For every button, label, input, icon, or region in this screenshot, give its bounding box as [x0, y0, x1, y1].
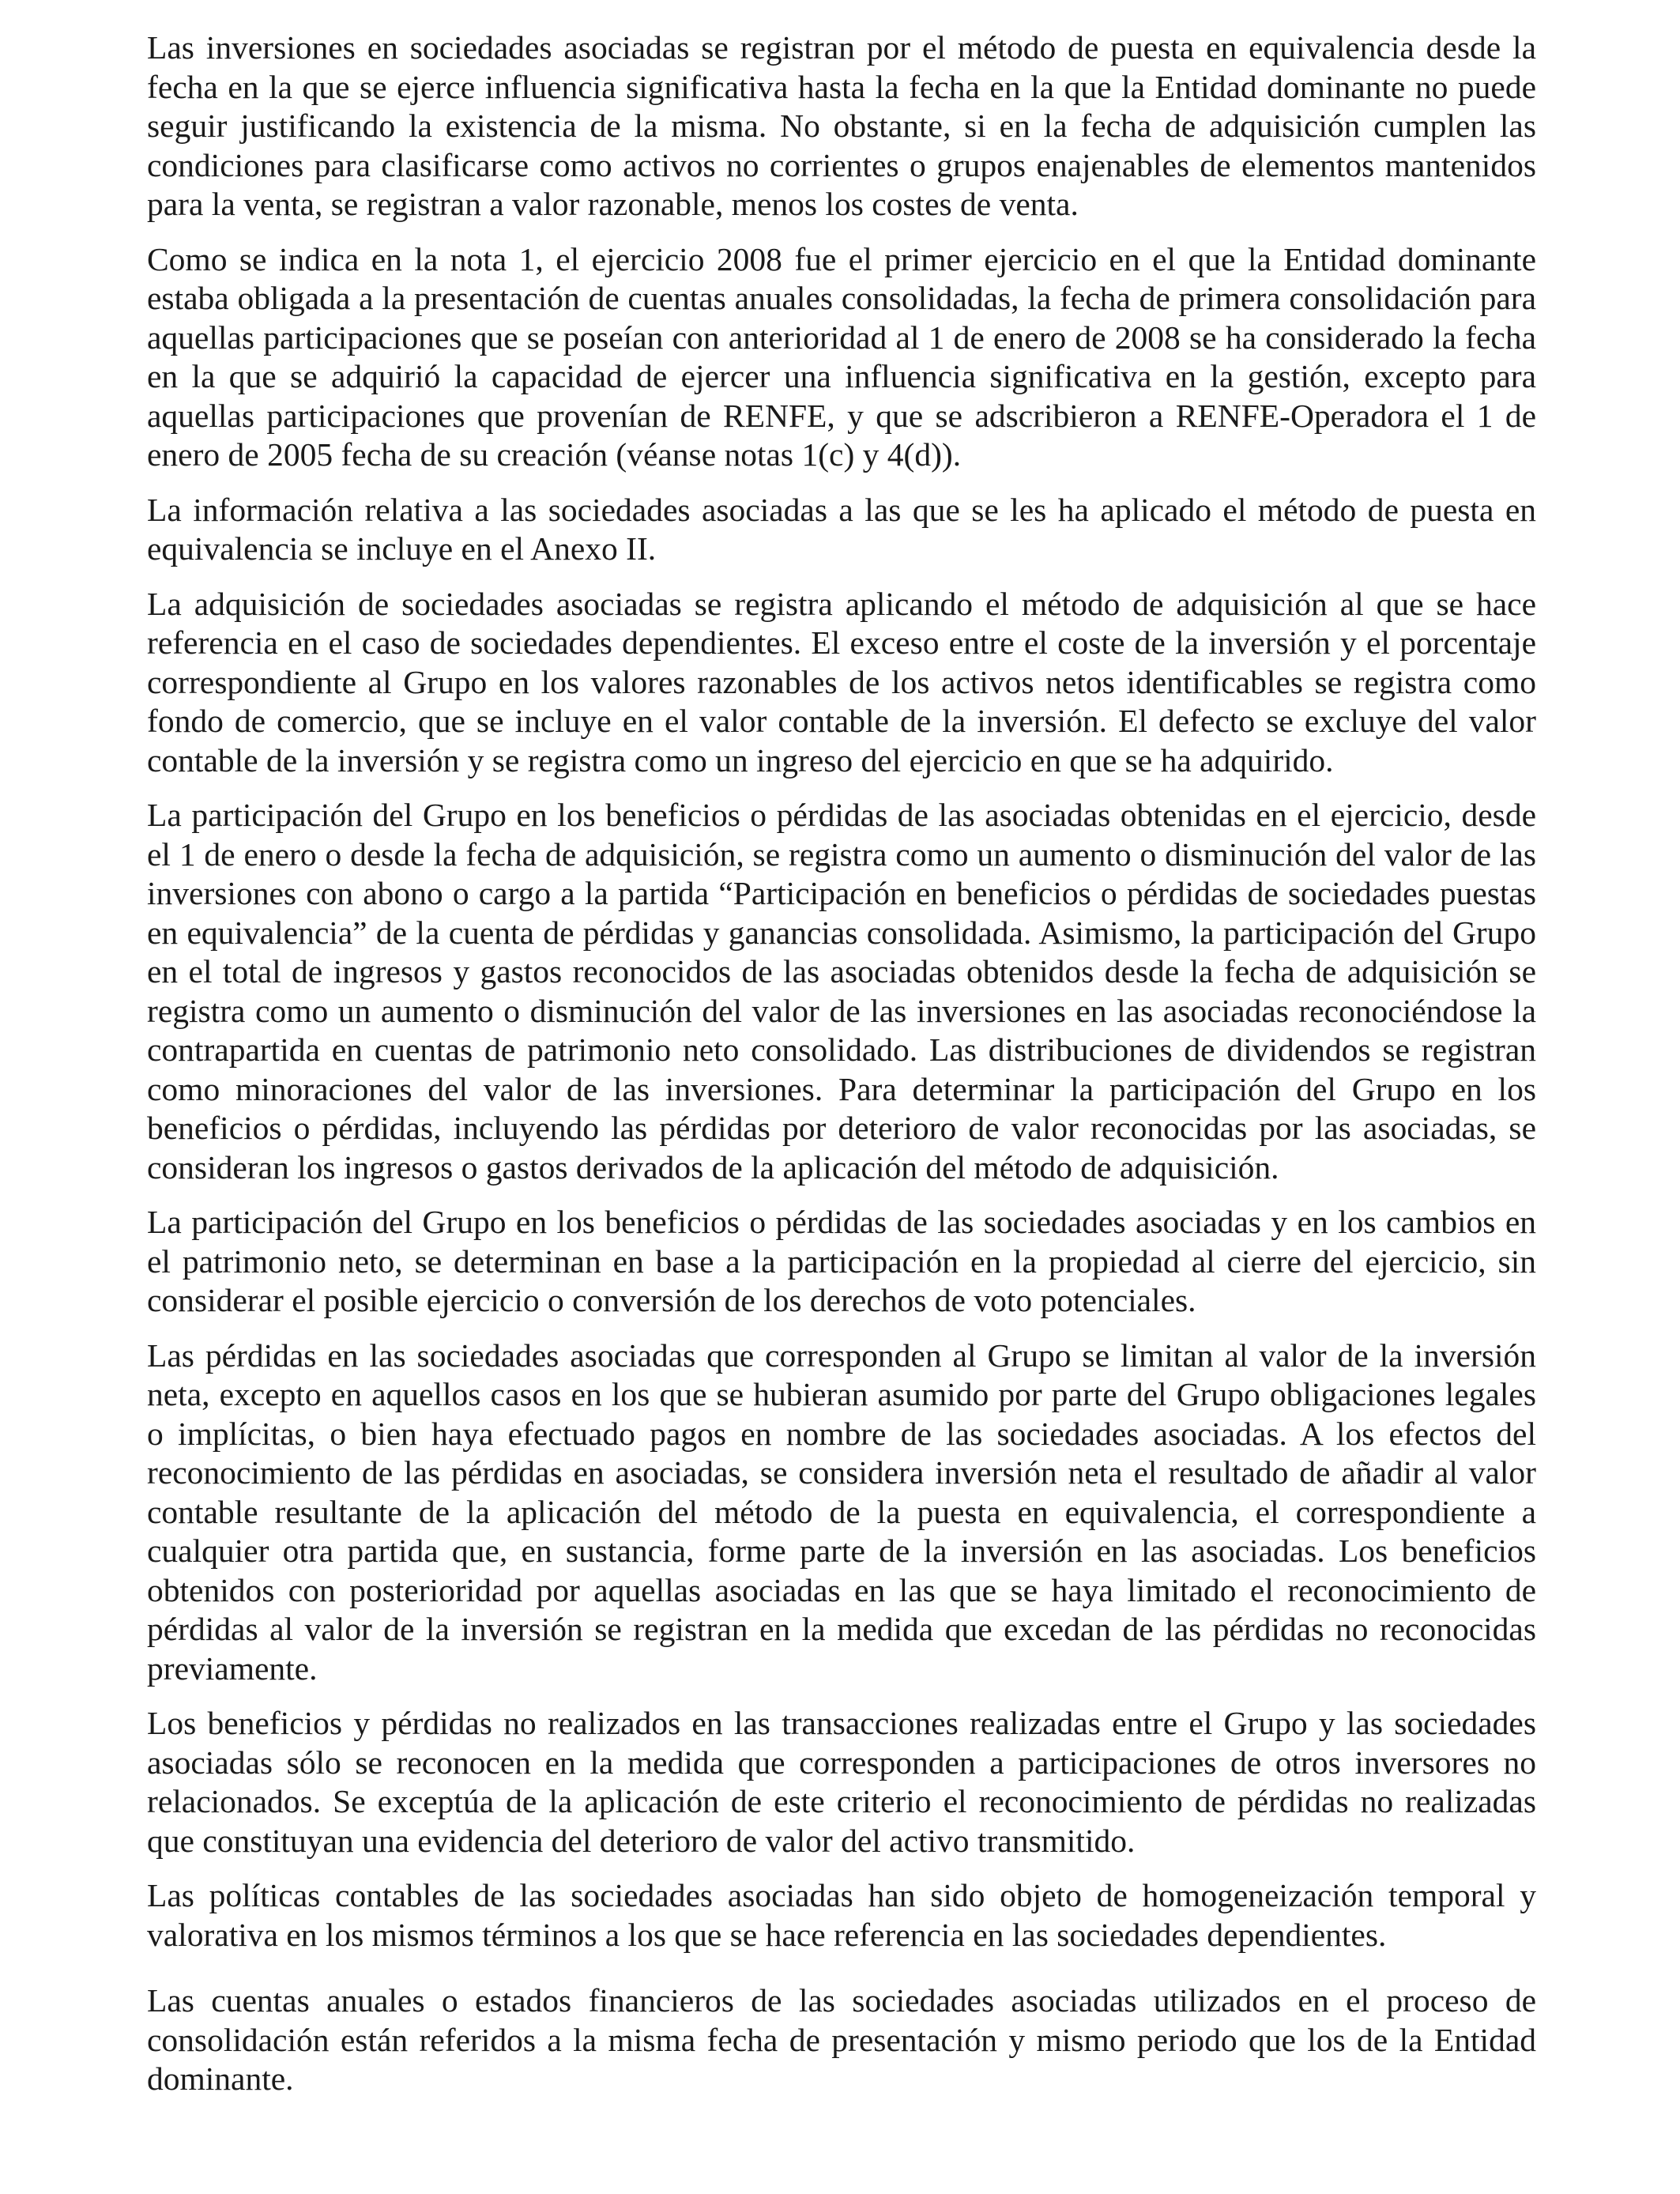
paragraph-4: La adquisición de sociedades asociadas se registra aplicando el método de adquisición al que se hace referencia en el caso de sociedades dependientes. El exceso entre el coste de la inversión y el porcentaje correspondiente al Grupo en los valores razonables de los activos netos identificables se registra como fondo de comercio, que se incluye en el valor contable de la inversión. El defecto se excluye del valor contable de la inversión y se registra como un ingreso del ejercicio en que se ha adquirido. — [147, 585, 1536, 778]
paragraph-5: La participación del Grupo en los beneficios o pérdidas de las asociadas obtenidas en el ejercicio, desde el 1 de enero o desde la fecha de adquisición, se registra como un aumento o disminución del valor de las inversiones con abono o cargo a la partida “Participación en beneficios o pérdidas de sociedades puestas en equivalencia” de la cuenta de pérdidas y ganancias consolidada. Asimismo, la participación del Grupo en el total de ingresos y gastos reconocidos de las asociadas obtenidos desde la fecha de adquisición se registra como un aumento o disminución del valor de las inversiones en las asociadas reconociéndose la contrapartida en cuentas de patrimonio neto consolidado. Las distribuciones de dividendos se registran como minoraciones del valor de las inversiones. Para determinar la participación del Grupo en los beneficios o pérdidas, incluyendo las pérdidas por deterioro de valor reconocidas por las asociadas, se consideran los ingresos o gastos derivados de la aplicación del método de adquisición. — [147, 797, 1536, 1186]
paragraph-8: Los beneficios y pérdidas no realizados en las transacciones realizadas entre el Grupo y las sociedades asociadas sólo se reconocen en la medida que corresponden a participaciones de otros inversores no relacionados. Se exceptúa de la aplicación de este criterio el reconocimiento de pérdidas no realizadas que constituyan una evidencia del deterioro de valor del activo transmitido. — [147, 1705, 1536, 1859]
document-page — [147, 28, 1536, 2162]
paragraph-6: La participación del Grupo en los beneficios o pérdidas de las sociedades asociadas y en los cambios en el patrimonio neto, se determinan en base a la participación en la propiedad al cierre del ejercicio, sin considerar el posible ejercicio o conversión de los derechos de voto potenciales. — [147, 1204, 1536, 1318]
paragraph-7: Las pérdidas en las sociedades asociadas que corresponden al Grupo se limitan al valor de la inversión neta, excepto en aquellos casos en los que se hubieran asumido por parte del Grupo obligaciones legales o implícitas, o bien haya efectuado pagos en nombre de las sociedades asociadas. A los efectos del reconocimiento de las pérdidas en asociadas, se considera inversión neta el resultado de añadir al valor contable resultante de la aplicación del método de la puesta en equivalencia, el correspondiente a cualquier otra partida que, en sustancia, forme parte de la inversión en las asociadas. Los beneficios obtenidos con posterioridad por aquellas asociadas en las que se haya limitado el reconocimiento de pérdidas al valor de la inversión se registran en la medida que excedan de las pérdidas no reconocidas previamente. — [147, 1336, 1536, 1687]
paragraph-10: Las cuentas anuales o estados financieros de las sociedades asociadas utilizados en el proceso de consolidación están referidos a la misma fecha de presentación y mismo periodo que los de la Entidad dominante. — [147, 1982, 1536, 2097]
paragraph-3: La información relativa a las sociedades asociadas a las que se les ha aplicado el método de puesta en equivalencia se incluye en el Anexo II. — [147, 491, 1536, 567]
paragraph-9: Las políticas contables de las sociedades asociadas han sido objeto de homogeneización temporal y valorativa en los mismos términos a los que se hace referencia en las sociedades dependientes. — [147, 1877, 1536, 1953]
paragraph-1: Las inversiones en sociedades asociadas se registran por el método de puesta en equivalencia desde la fecha en la que se ejerce influencia significativa hasta la fecha en la que la Entidad dominante no puede seguir justificando la existencia de la misma. No obstante, si en la fecha de adquisición cumplen las condiciones para clasificarse como activos no corrientes o grupos enajenables de elementos mantenidos para la venta, se registran a valor razonable, menos los costes de venta. — [147, 29, 1536, 222]
paragraph-2: Como se indica en la nota 1, el ejercicio 2008 fue el primer ejercicio en el que la Entidad dominante estaba obligada a la presentación de cuentas anuales consolidadas, la fecha de primera consolidación para aquellas participaciones que se poseían con anterioridad al 1 de enero de 2008 se ha considerado la fecha en la que se adquirió la capacidad de ejercer una influencia significativa en la gestión, excepto para aquellas participaciones que provenían de RENFE, y que se adscribieron a RENFE-Operadora el 1 de enero de 2005 fecha de su creación (véanse notas 1(c) y 4(d)). — [147, 240, 1536, 473]
